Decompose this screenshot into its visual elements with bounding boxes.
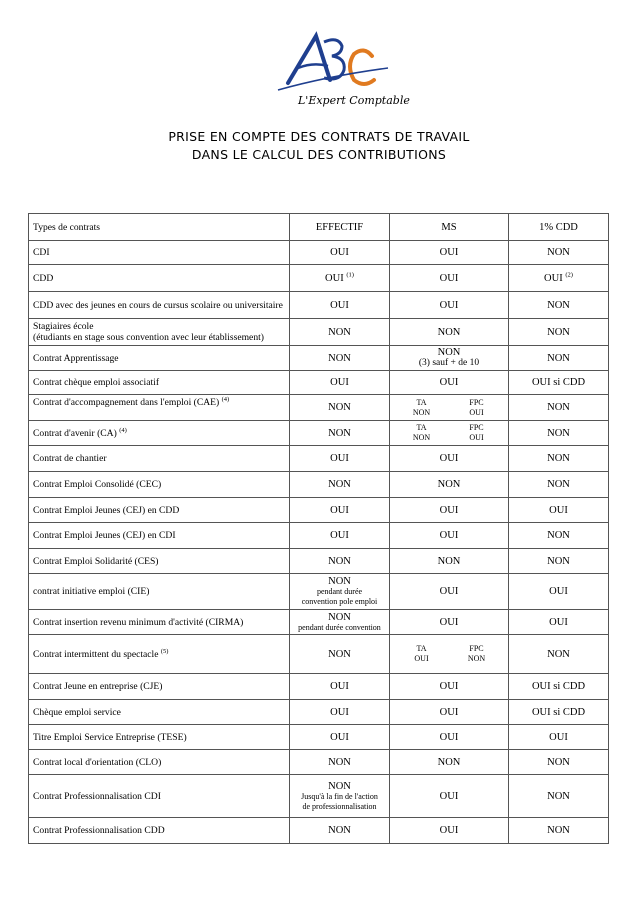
cell-effectif: NON [290, 750, 390, 775]
cell-note: Jusqu'à la fin de l'action [301, 791, 378, 801]
table-row [29, 775, 609, 818]
row-label: Contrat insertion revenu minimum d'activité (CIRMA) [29, 610, 290, 635]
table-row [29, 818, 609, 844]
cell-effectif: OUI [290, 241, 390, 265]
cell-effectif: NON [290, 635, 390, 674]
row-label: Contrat local d'orientation (CLO) [29, 750, 290, 775]
cell-cdd: NON [509, 319, 609, 346]
cell-value: OUI [544, 272, 563, 284]
cell-value: OUI [325, 272, 344, 284]
row-label: Contrat Professionnalisation CDI [29, 775, 290, 818]
table-row [29, 346, 609, 371]
row-label [29, 635, 290, 674]
cell-ms: OUI [390, 498, 509, 523]
row-label: Contrat chèque emploi associatif [29, 371, 290, 395]
cell-cdd: NON [509, 523, 609, 549]
cell-note: pendant durée convention [298, 622, 381, 632]
cell-cdd: NON [509, 421, 609, 446]
table-row [29, 750, 609, 775]
footnote-ref: (5) [160, 647, 169, 655]
row-label: Contrat de chantier [29, 446, 290, 472]
row-label: Contrat Emploi Solidarité (CES) [29, 549, 290, 574]
ms-ta-value: NON [412, 407, 431, 417]
ms-ta [394, 423, 449, 443]
cell-effectif: OUI [290, 498, 390, 523]
cell-effectif: OUI [290, 674, 390, 700]
cell-effectif: NON [290, 472, 390, 498]
row-label: Contrat Jeune en entreprise (CJE) [29, 674, 290, 700]
cell-cdd: NON [509, 346, 609, 371]
row-label [29, 319, 290, 346]
row-label: CDD avec des jeunes en cours de cursus scolaire ou universitaire [29, 292, 290, 319]
cell-cdd: OUI si CDD [509, 674, 609, 700]
cell-effectif [290, 265, 390, 292]
ms-ta-value: OUI [414, 654, 429, 663]
table-row [29, 725, 609, 750]
cell-ms: NON [390, 750, 509, 775]
row-label: Contrat Emploi Jeunes (CEJ) en CDD [29, 498, 290, 523]
row-label: Contrat Emploi Jeunes (CEJ) en CDI [29, 523, 290, 549]
cell-cdd: OUI [509, 574, 609, 610]
cell-ms: OUI [390, 574, 509, 610]
cell-cdd: NON [509, 472, 609, 498]
cell-ms: OUI [390, 775, 509, 818]
cell-cdd: OUI si CDD [509, 700, 609, 725]
cell-effectif: NON [290, 421, 390, 446]
row-label-text: Contrat d'avenir (CA) [33, 427, 117, 439]
cell-ms [390, 635, 509, 674]
cell-cdd: NON [509, 635, 609, 674]
page-title-line2: DANS LE CALCUL DES CONTRIBUTIONS [191, 147, 447, 162]
table-row [29, 523, 609, 549]
row-label-text: Contrat intermittent du spectacle [33, 648, 159, 660]
table-row [29, 292, 609, 319]
header-ms: MS [390, 214, 509, 241]
cell-effectif: OUI [290, 700, 390, 725]
table-row [29, 574, 609, 610]
cell-cdd: NON [509, 395, 609, 421]
table-row [29, 446, 609, 472]
ms-fpc-value: OUI [469, 407, 484, 417]
table-row [29, 610, 609, 635]
cell-cdd: NON [509, 292, 609, 319]
header-cdd: 1% CDD [509, 214, 609, 241]
table-row [29, 421, 609, 446]
cell-effectif [290, 775, 390, 818]
cell-cdd: NON [509, 549, 609, 574]
ms-ta-label: TA [416, 397, 427, 407]
ms-ta [394, 398, 449, 418]
row-label [29, 421, 290, 446]
cell-value: NON [328, 611, 351, 623]
cell-value: NON [328, 576, 351, 587]
row-label: contrat initiative emploi (CIE) [29, 574, 290, 610]
table-row [29, 674, 609, 700]
row-label-line1: Stagiaires école [33, 321, 94, 332]
ms-ta-value: NON [412, 433, 431, 442]
cell-ms [390, 346, 509, 371]
table-header-row [29, 214, 609, 241]
cell-effectif: OUI [290, 371, 390, 395]
cell-ms: OUI [390, 610, 509, 635]
cell-cdd: NON [509, 446, 609, 472]
cell-effectif: OUI [290, 725, 390, 750]
cell-effectif: NON [290, 549, 390, 574]
cell-ms: OUI [390, 446, 509, 472]
cell-cdd [509, 265, 609, 292]
cell-cdd: OUI [509, 610, 609, 635]
footnote-ref: (4) [119, 426, 127, 434]
cell-ms: OUI [390, 241, 509, 265]
cell-effectif: OUI [290, 523, 390, 549]
ms-fpc-value: OUI [469, 433, 484, 442]
row-label: CDD [29, 265, 290, 292]
cell-ms: OUI [390, 725, 509, 750]
ms-ta [394, 644, 449, 664]
row-label: Chèque emploi service [29, 700, 290, 725]
cell-note: de professionnalisation [302, 801, 377, 811]
cell-ms: OUI [390, 818, 509, 844]
row-label-line2: (étudiants en stage sous convention avec leur établissement) [33, 332, 264, 343]
row-label: Titre Emploi Service Entreprise (TESE) [29, 725, 290, 750]
cell-note: (3) sauf + de 10 [418, 358, 480, 368]
a3c-logo [268, 28, 418, 110]
cell-note: pendant durée [316, 587, 363, 596]
cell-cdd: OUI si CDD [509, 371, 609, 395]
ms-split [394, 644, 504, 664]
table-row [29, 549, 609, 574]
ms-fpc [449, 398, 504, 418]
cell-effectif: NON [290, 395, 390, 421]
table-row [29, 371, 609, 395]
cell-ms: OUI [390, 700, 509, 725]
cell-ms: OUI [390, 674, 509, 700]
cell-effectif: OUI [290, 292, 390, 319]
cell-ms: NON [390, 472, 509, 498]
row-label-text: Contrat d'accompagnement dans l'emploi (CAE) [33, 397, 220, 408]
ms-fpc-label: FPC [469, 397, 484, 407]
cell-note: convention pole emploi [301, 597, 378, 606]
header-effectif: EFFECTIF [290, 214, 390, 241]
row-label: Contrat Emploi Consolidé (CEC) [29, 472, 290, 498]
table-row [29, 700, 609, 725]
cell-cdd: OUI [509, 725, 609, 750]
row-label [29, 395, 290, 421]
cell-effectif [290, 610, 390, 635]
ms-fpc [449, 644, 504, 664]
cell-ms: OUI [390, 292, 509, 319]
row-label: Contrat Professionnalisation CDD [29, 818, 290, 844]
cell-cdd: NON [509, 775, 609, 818]
cell-effectif: OUI [290, 446, 390, 472]
ms-fpc-value: NON [467, 654, 486, 663]
cell-ms: NON [390, 549, 509, 574]
cell-cdd: OUI [509, 498, 609, 523]
cell-ms: OUI [390, 523, 509, 549]
ms-fpc-label: FPC [469, 644, 484, 653]
cell-ms [390, 395, 509, 421]
ms-fpc-label: FPC [469, 423, 484, 432]
logo-tagline: L'Expert Comptable [298, 94, 410, 107]
ms-split [394, 423, 504, 443]
cell-value: NON [328, 780, 351, 792]
cell-effectif: NON [290, 818, 390, 844]
cell-cdd: NON [509, 241, 609, 265]
cell-ms: OUI [390, 371, 509, 395]
table-row [29, 498, 609, 523]
cell-ms: NON [390, 319, 509, 346]
cell-cdd: NON [509, 750, 609, 775]
cell-ms: OUI [390, 265, 509, 292]
cell-ms [390, 421, 509, 446]
ms-ta-label: TA [416, 423, 427, 432]
row-label: CDI [29, 241, 290, 265]
cell-cdd: NON [509, 818, 609, 844]
footnote-ref: (1) [346, 271, 354, 278]
table-row [29, 319, 609, 346]
cell-value: NON [437, 347, 461, 358]
table-row [29, 241, 609, 265]
table-row [29, 265, 609, 292]
cell-effectif: NON [290, 319, 390, 346]
ms-fpc [449, 423, 504, 443]
cell-effectif: NON [290, 346, 390, 371]
ms-ta-label: TA [416, 644, 427, 653]
header-types: Types de contrats [29, 214, 290, 241]
table-row [29, 635, 609, 674]
footnote-ref: (2) [565, 271, 573, 278]
footnote-ref: (4) [221, 395, 230, 403]
ms-split [394, 398, 504, 418]
table-row [29, 395, 609, 421]
row-label: Contrat Apprentissage [29, 346, 290, 371]
page-title-line1: PRISE EN COMPTE DES CONTRATS DE TRAVAIL [168, 129, 470, 144]
table-row [29, 472, 609, 498]
cell-effectif [290, 574, 390, 610]
contracts-table [28, 213, 609, 844]
